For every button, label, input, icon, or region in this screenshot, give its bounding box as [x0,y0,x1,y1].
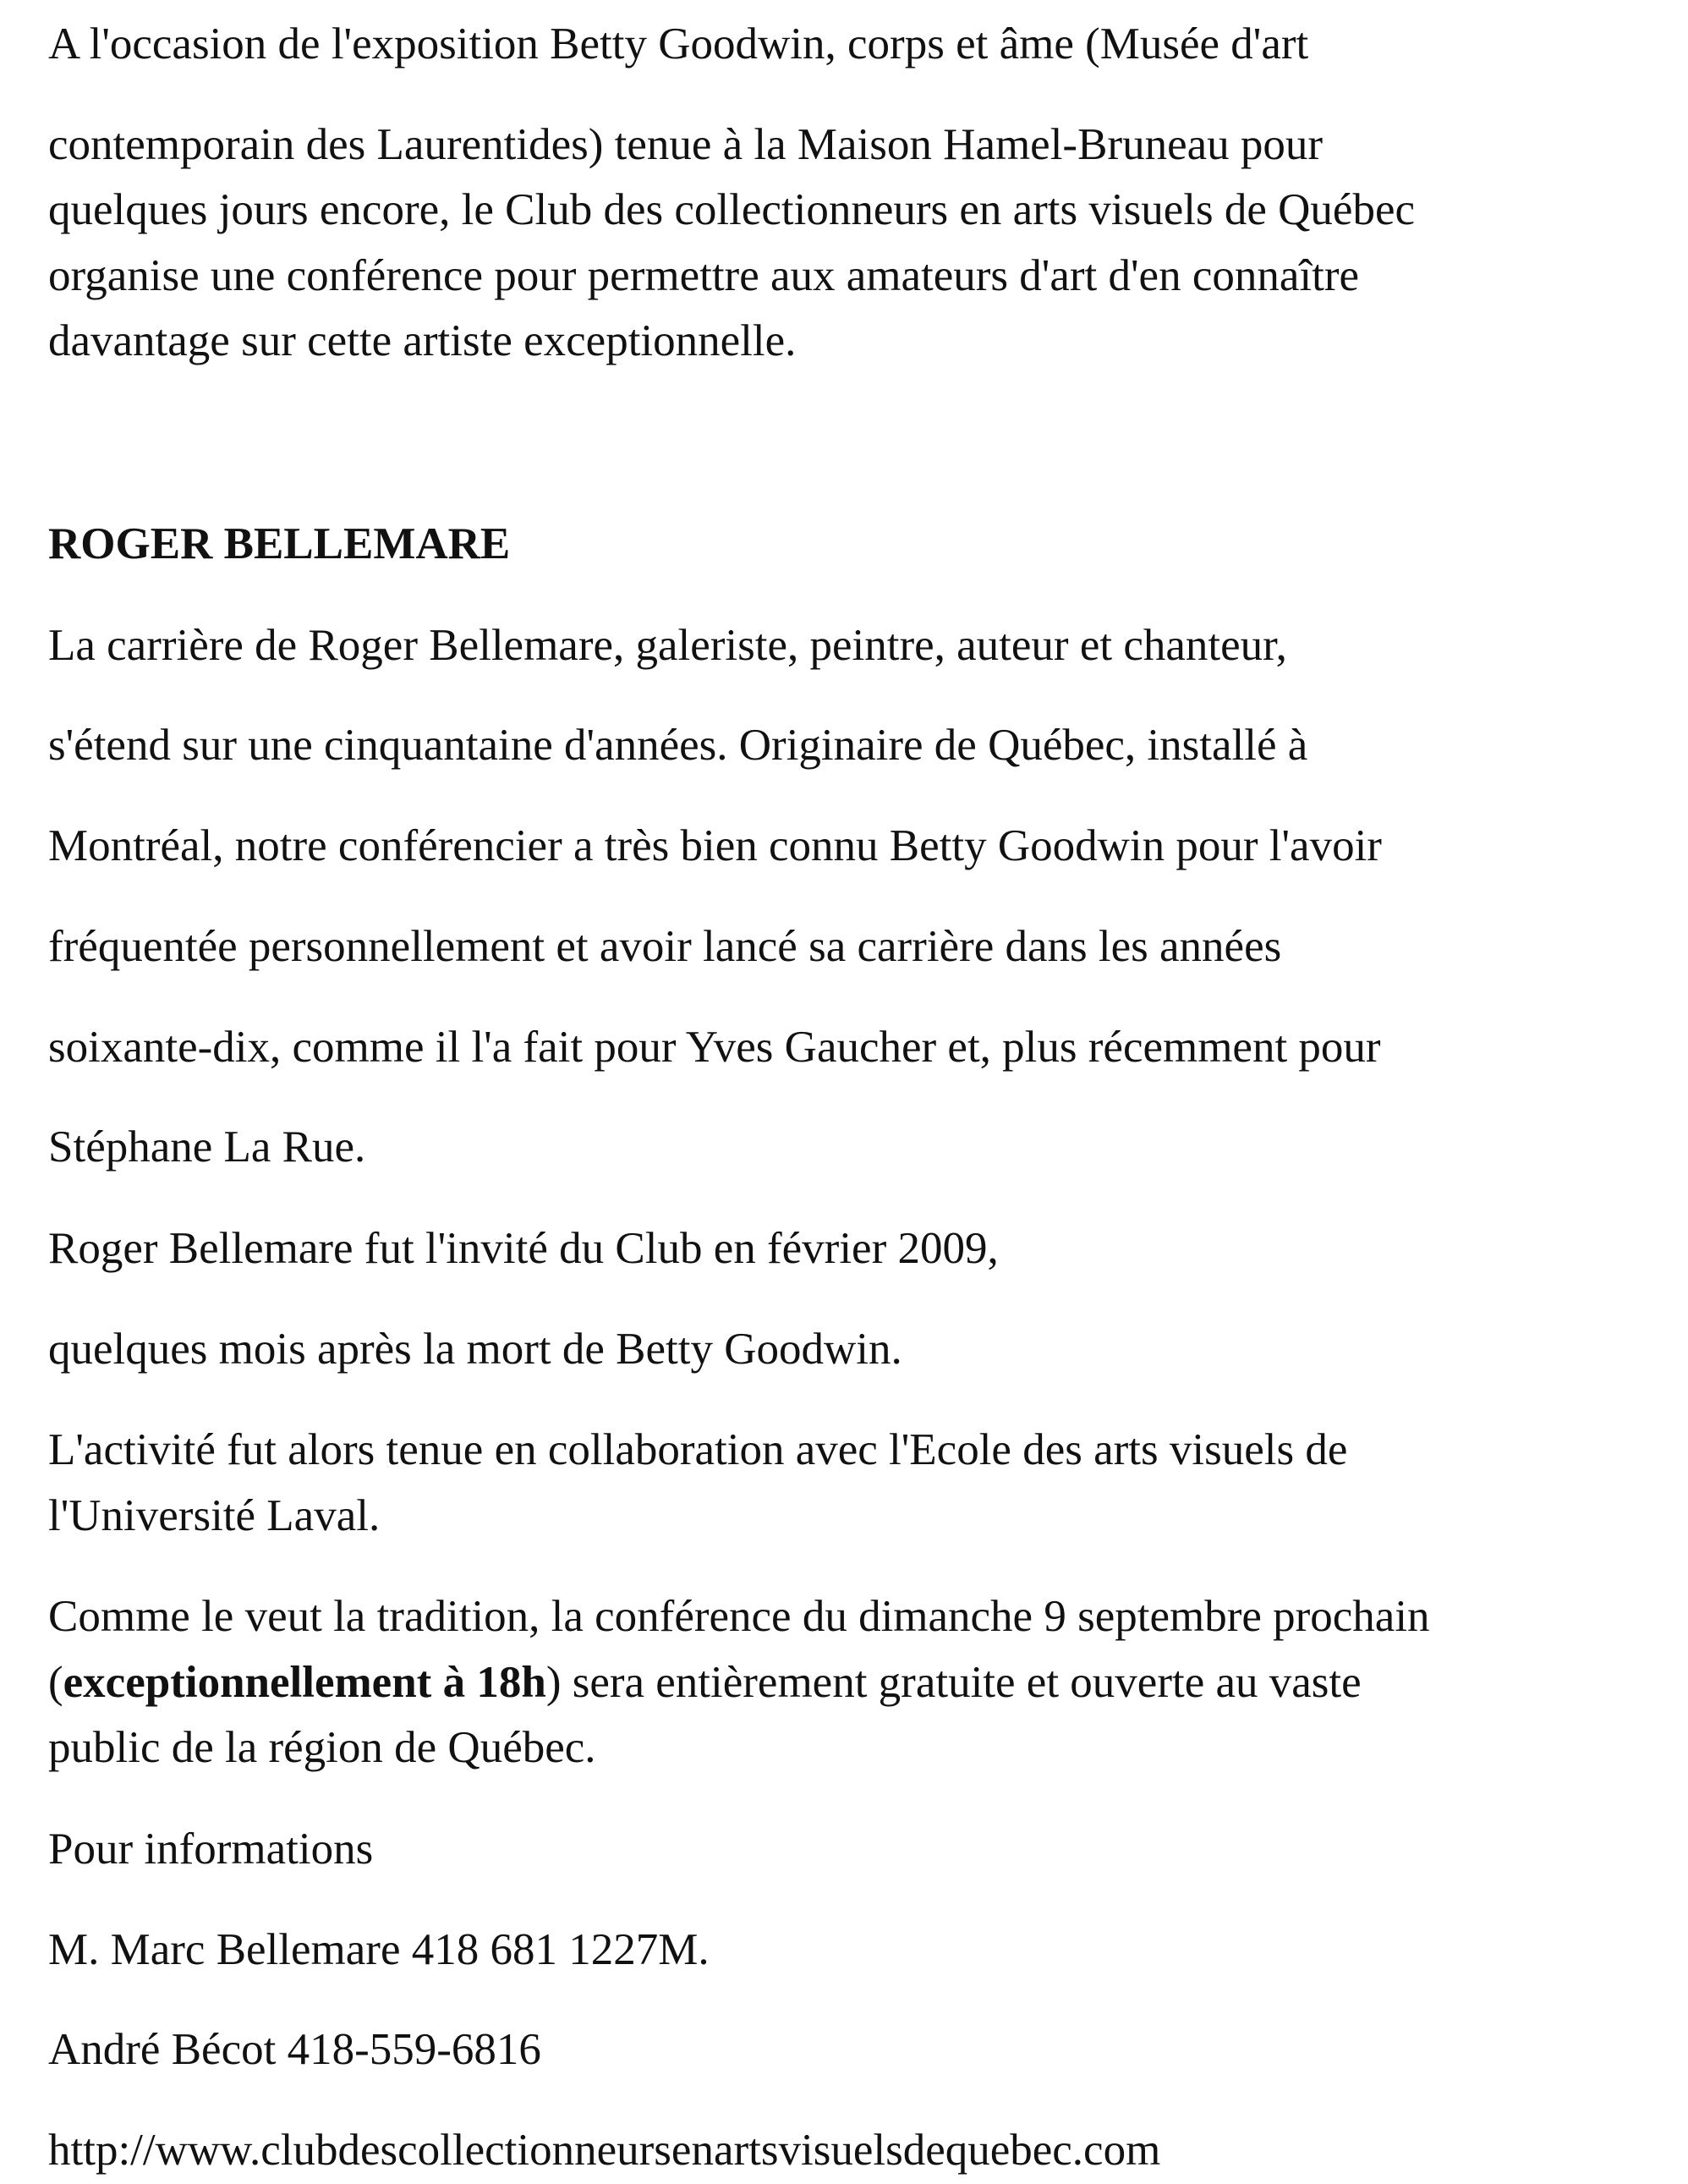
event-paren-open: ( [48,1658,63,1707]
event-line-1: Comme le veut la tradition, la conférence du dimanche 9 septembre prochain [48,1592,1430,1641]
speaker-name-heading: ROGER BELLEMARE [48,519,511,568]
event-line-2 [48,1660,1362,1705]
contact-person-1: M. Marc Bellemare 418 681 1227M. [48,1925,710,1974]
visit-line-2: quelques mois après la mort de Betty Goodwin. [48,1325,902,1374]
event-line-2-rest: ) sera entièrement gratuite et ouverte au vaste [545,1658,1362,1707]
collab-line-2: l'Université Laval. [48,1491,381,1540]
contact-heading: Pour informations [48,1825,374,1874]
intro-line-5: davantage sur cette artiste exceptionnelle. [48,316,797,365]
intro-line-1: A l'occasion de l'exposition Betty Goodwin, corps et âme (Musée d'art [48,19,1309,69]
bio-line-2: s'étend sur une cinquantaine d'années. Originaire de Québec, installé à [48,721,1308,770]
visit-line-1: Roger Bellemare fut l'invité du Club en février 2009, [48,1224,999,1273]
bio-line-5: soixante-dix, comme il l'a fait pour Yves Gaucher et, plus récemment pour [48,1023,1381,1072]
collab-line-1: L'activité fut alors tenue en collaboration avec l'Ecole des arts visuels de [48,1425,1348,1474]
intro-line-3: quelques jours encore, le Club des collectionneurs en arts visuels de Québec [48,185,1416,234]
intro-line-2: contemporain des Laurentides) tenue à la Maison Hamel-Bruneau pour [48,120,1324,169]
intro-line-4: organise une conférence pour permettre aux amateurs d'art d'en connaître [48,251,1359,300]
website-url: http://www.clubdescollectionneursenartsvisuelsdequebec.com [48,2126,1161,2175]
contact-person-2: André Bécot 418-559-6816 [48,2025,541,2074]
bio-line-6: Stéphane La Rue. [48,1122,366,1172]
bio-line-3: Montréal, notre conférencier a très bien connu Betty Goodwin pour l'avoir [48,821,1382,870]
event-time-emphasis: exceptionnellement à 18h [63,1658,546,1707]
event-line-3: public de la région de Québec. [48,1723,596,1772]
bio-line-1: La carrière de Roger Bellemare, galeriste, peintre, auteur et chanteur, [48,621,1287,670]
bio-line-4: fréquentée personnellement et avoir lancé sa carrière dans les années [48,922,1282,971]
